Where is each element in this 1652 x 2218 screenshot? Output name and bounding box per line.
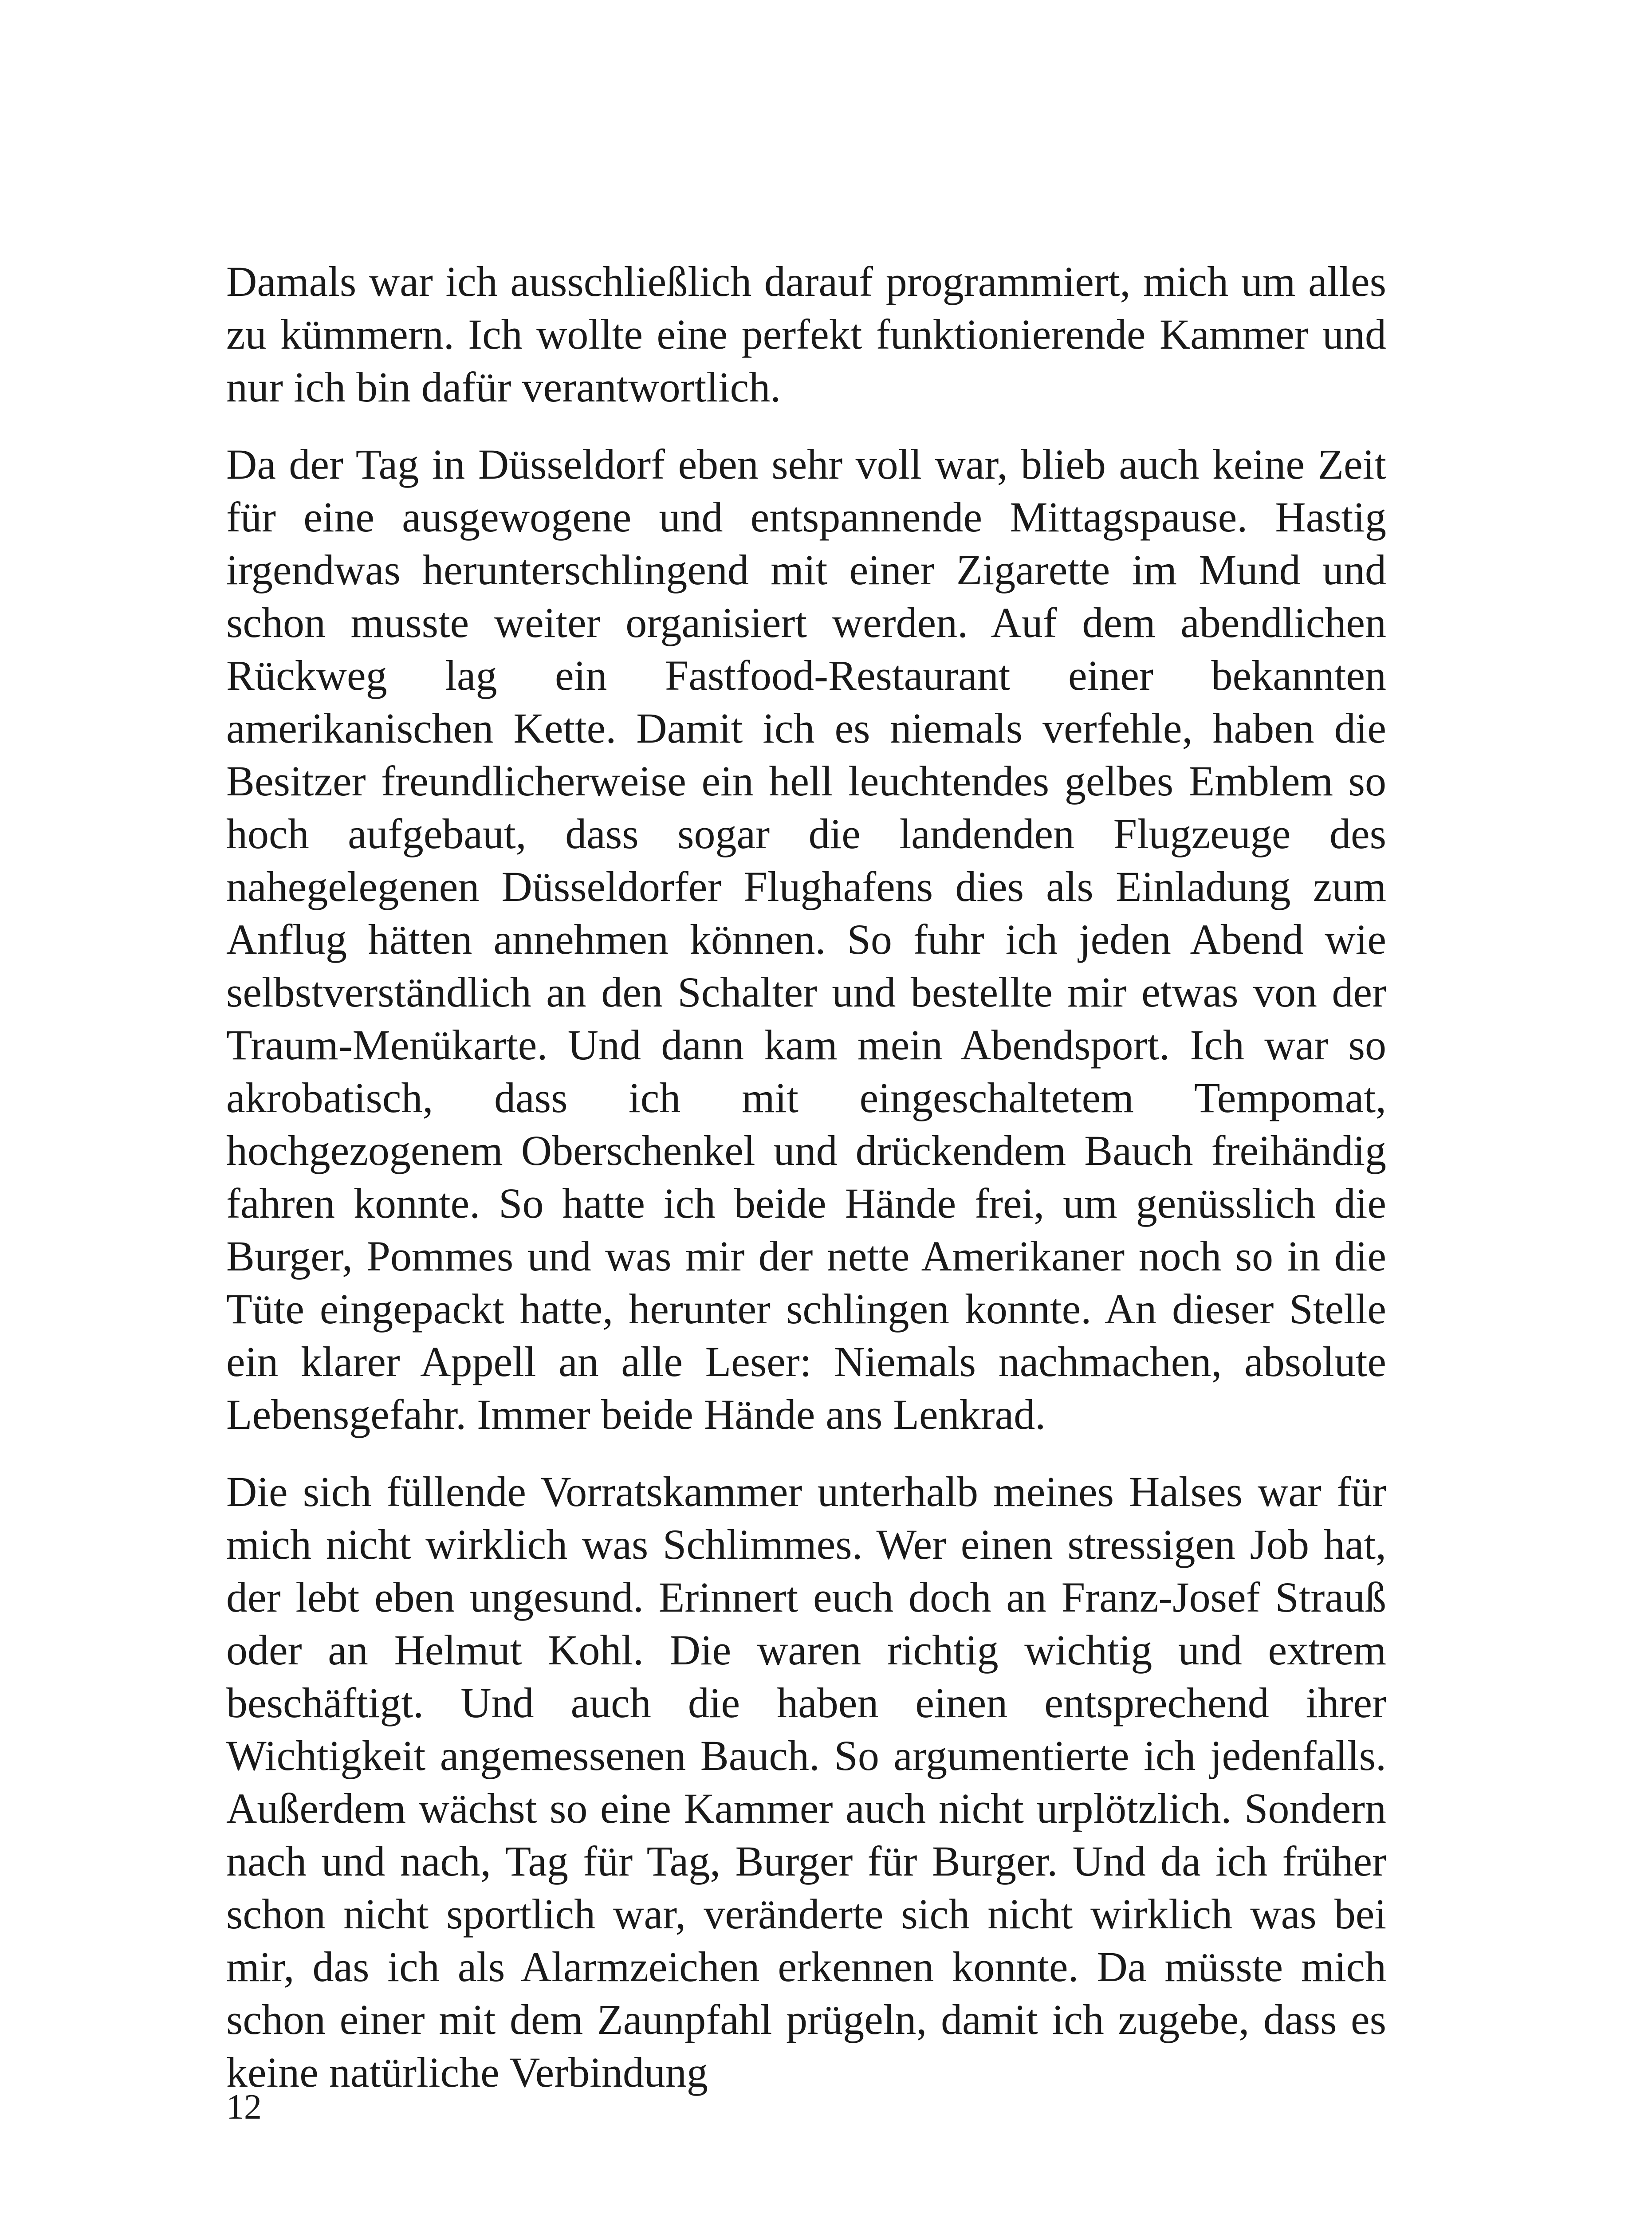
paragraph-2: Da der Tag in Düsseldorf eben sehr voll war, blieb auch keine Zeit für eine ausgewogene und entspannende Mittagspause. Hastig irgendwas herunterschlingend mit einer Zigarette im Mund und schon musste weiter organisiert werden. Auf dem abendlichen Rückweg lag ein Fastfood-Restaurant einer bekannten amerikanischen Kette. Damit ich es niemals verfehle, haben die Besitzer freundlicherweise ein hell leuchtendes gelbes Emblem so hoch aufgebaut, dass sogar die landenden Flugzeuge des nahegelegenen Düsseldorfer Flughafens dies als Einladung zum Anflug hätten annehmen können. So fuhr ich jeden Abend wie selbstverständlich an den Schalter und bestellte mir etwas von der Traum-Menükarte. Und dann kam mein Abendsport. Ich war so akrobatisch, dass ich mit eingeschaltetem Tempomat, hochgezogenem Oberschenkel und drückendem Bauch freihändig fahren konnte. So hatte ich beide Hände frei, um genüsslich die Burger, Pommes und was mir der nette Amerikaner noch so in die Tüte eingepackt hatte, herunter schlingen konnte. An dieser Stelle ein klarer Appell an alle Leser: Niemals nachmachen, absolute Lebensgefahr. Immer beide Hände ans Lenkrad. xyxy=(226,440,1386,1438)
paragraph-3: Die sich füllende Vorratskammer unterhalb meines Halses war für mich nicht wirklich was Schlimmes. Wer einen stressigen Job hat, der lebt eben ungesund. Erinnert euch doch an Franz-Josef Strauß oder an Helmut Kohl. Die waren richtig wichtig und extrem beschäftigt. Und auch die haben einen entsprechend ihrer Wichtigkeit angemessenen Bauch. So argumentierte ich jedenfalls. Außerdem wächst so eine Kammer auch nicht urplötzlich. Sondern nach und nach, Tag für Tag, Burger für Burger. Und da ich früher schon nicht sportlich war, veränderte sich nicht wirklich was bei mir, das ich als Alarmzeichen erkennen konnte. Da müsste mich schon einer mit dem Zaunpfahl prügeln, damit ich zugebe, dass es keine natürliche Verbindung xyxy=(226,1468,1386,2096)
body-text xyxy=(226,255,1386,2099)
paragraph-1: Damals war ich ausschließlich darauf programmiert, mich um alles zu kümmern. Ich wollte eine perfekt funktionierende Kammer und nur ich bin dafür verantwortlich. xyxy=(226,258,1386,411)
page-number: 12 xyxy=(226,2088,262,2127)
